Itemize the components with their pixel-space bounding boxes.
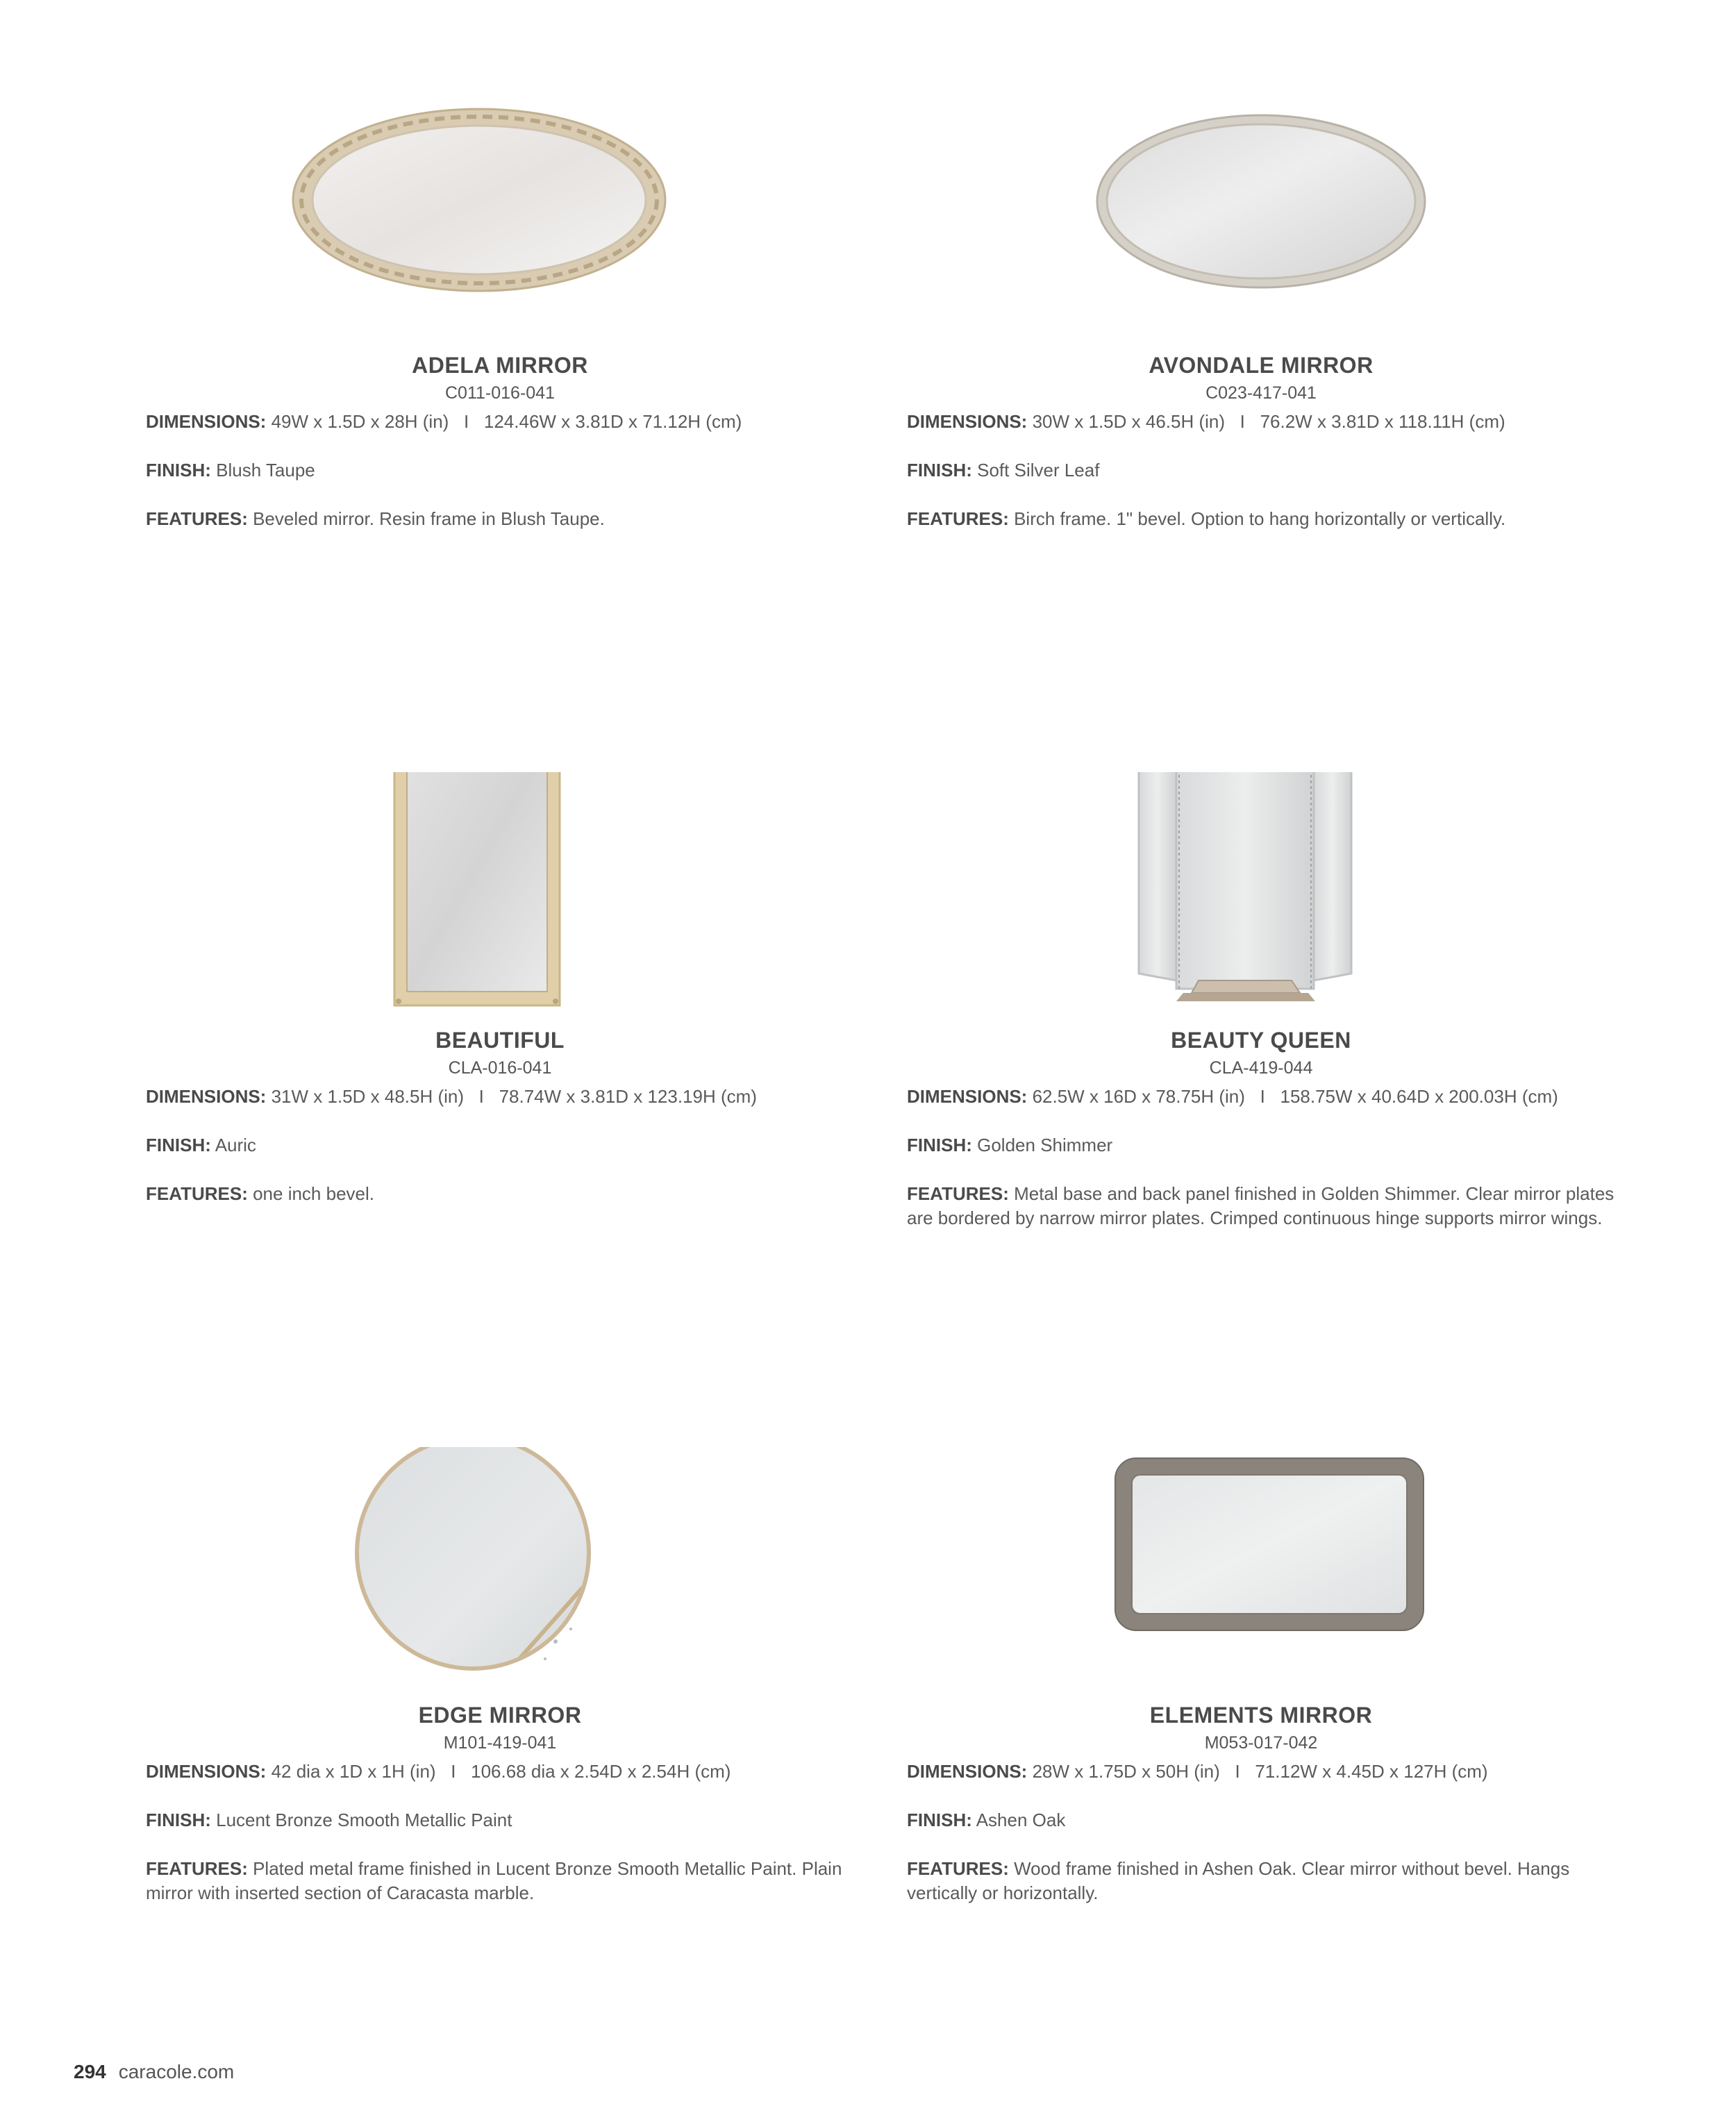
- dimensions-label: DIMENSIONS:: [907, 411, 1028, 432]
- finish-line: [907, 1133, 1615, 1158]
- product-name: EDGE MIRROR: [418, 1703, 582, 1728]
- finish-value: Blush Taupe: [216, 460, 315, 481]
- dimensions-label: DIMENSIONS:: [146, 1761, 267, 1782]
- finish-value: Ashen Oak: [976, 1810, 1066, 1830]
- features-label: FEATURES:: [907, 1183, 1009, 1204]
- finish-label: FINISH:: [907, 460, 972, 481]
- features-value: Birch frame. 1" bevel. Option to hang horizontally or vertically.: [1014, 508, 1506, 529]
- finish-value: Lucent Bronze Smooth Metallic Paint: [216, 1810, 512, 1830]
- dimensions-value: 31W x 1.5D x 48.5H (in) I 78.74W x 3.81D x 123.19H (cm): [271, 1086, 757, 1107]
- dimensions-line: [907, 1085, 1615, 1109]
- finish-line: [146, 1808, 854, 1832]
- product-name: AVONDALE MIRROR: [1149, 353, 1374, 378]
- finish-label: FINISH:: [907, 1135, 972, 1155]
- dimensions-label: DIMENSIONS:: [907, 1761, 1028, 1782]
- features-value: one inch bevel.: [253, 1183, 374, 1204]
- page-footer: [74, 2061, 234, 2083]
- product-code: C011-016-041: [445, 383, 555, 403]
- dimensions-line: [146, 1760, 854, 1784]
- features-line: [146, 507, 854, 531]
- features-line: [907, 1857, 1615, 1905]
- finish-value: Soft Silver Leaf: [977, 460, 1100, 481]
- features-label: FEATURES:: [146, 1183, 248, 1204]
- dimensions-line: [146, 410, 854, 434]
- product-code: M053-017-042: [1204, 1733, 1318, 1753]
- features-value: Beveled mirror. Resin frame in Blush Taupe.: [253, 508, 605, 529]
- product-name: ADELA MIRROR: [412, 353, 588, 378]
- dimensions-label: DIMENSIONS:: [146, 411, 267, 432]
- features-line: [146, 1857, 854, 1905]
- finish-line: [907, 1808, 1615, 1832]
- features-label: FEATURES:: [146, 1858, 248, 1879]
- features-line: [146, 1182, 854, 1206]
- finish-line: [146, 458, 854, 483]
- product-name: BEAUTIFUL: [435, 1028, 565, 1053]
- features-value: Plated metal frame finished in Lucent Bronze Smooth Metallic Paint. Plain mirror with inserted section of Caracasta marble.: [146, 1858, 842, 1903]
- features-value: Metal base and back panel finished in Golden Shimmer. Clear mirror plates are bordered by narrow mirror plates. Crimped continuous hinge supports mirror wings.: [907, 1183, 1614, 1228]
- dimensions-value: 42 dia x 1D x 1H (in) I 106.68 dia x 2.54D x 2.54H (cm): [271, 1761, 731, 1782]
- product-code: C023-417-041: [1205, 383, 1317, 403]
- dimensions-line: [146, 1085, 854, 1109]
- features-label: FEATURES:: [907, 1858, 1009, 1879]
- finish-value: Auric: [215, 1135, 256, 1155]
- dimensions-value: 49W x 1.5D x 28H (in) I 124.46W x 3.81D x 71.12H (cm): [271, 411, 742, 432]
- finish-value: Golden Shimmer: [977, 1135, 1113, 1155]
- product-name: ELEMENTS MIRROR: [1149, 1703, 1373, 1728]
- features-line: [907, 507, 1615, 531]
- finish-label: FINISH:: [146, 460, 211, 481]
- product-code: CLA-419-044: [1209, 1058, 1313, 1078]
- product-name: BEAUTY QUEEN: [1171, 1028, 1351, 1053]
- dimensions-line: [907, 1760, 1615, 1784]
- dimensions-label: DIMENSIONS:: [146, 1086, 267, 1107]
- features-label: FEATURES:: [146, 508, 248, 529]
- finish-label: FINISH:: [907, 1810, 972, 1830]
- product-code: CLA-016-041: [448, 1058, 552, 1078]
- page-number: 294: [74, 2061, 106, 2082]
- dimensions-label: DIMENSIONS:: [907, 1086, 1028, 1107]
- finish-line: [907, 458, 1615, 483]
- dimensions-line: [907, 410, 1615, 434]
- site-link[interactable]: caracole.com: [118, 2061, 235, 2082]
- features-line: [907, 1182, 1615, 1230]
- features-value: Wood frame finished in Ashen Oak. Clear mirror without bevel. Hangs vertically or horizontally.: [907, 1858, 1570, 1903]
- dimensions-value: 28W x 1.75D x 50H (in) I 71.12W x 4.45D x 127H (cm): [1032, 1761, 1488, 1782]
- finish-label: FINISH:: [146, 1810, 211, 1830]
- dimensions-value: 62.5W x 16D x 78.75H (in) I 158.75W x 40.64D x 200.03H (cm): [1032, 1086, 1558, 1107]
- features-label: FEATURES:: [907, 508, 1009, 529]
- finish-label: FINISH:: [146, 1135, 211, 1155]
- dimensions-value: 30W x 1.5D x 46.5H (in) I 76.2W x 3.81D x 118.11H (cm): [1032, 411, 1505, 432]
- finish-line: [146, 1133, 854, 1158]
- product-code: M101-419-041: [443, 1733, 557, 1753]
